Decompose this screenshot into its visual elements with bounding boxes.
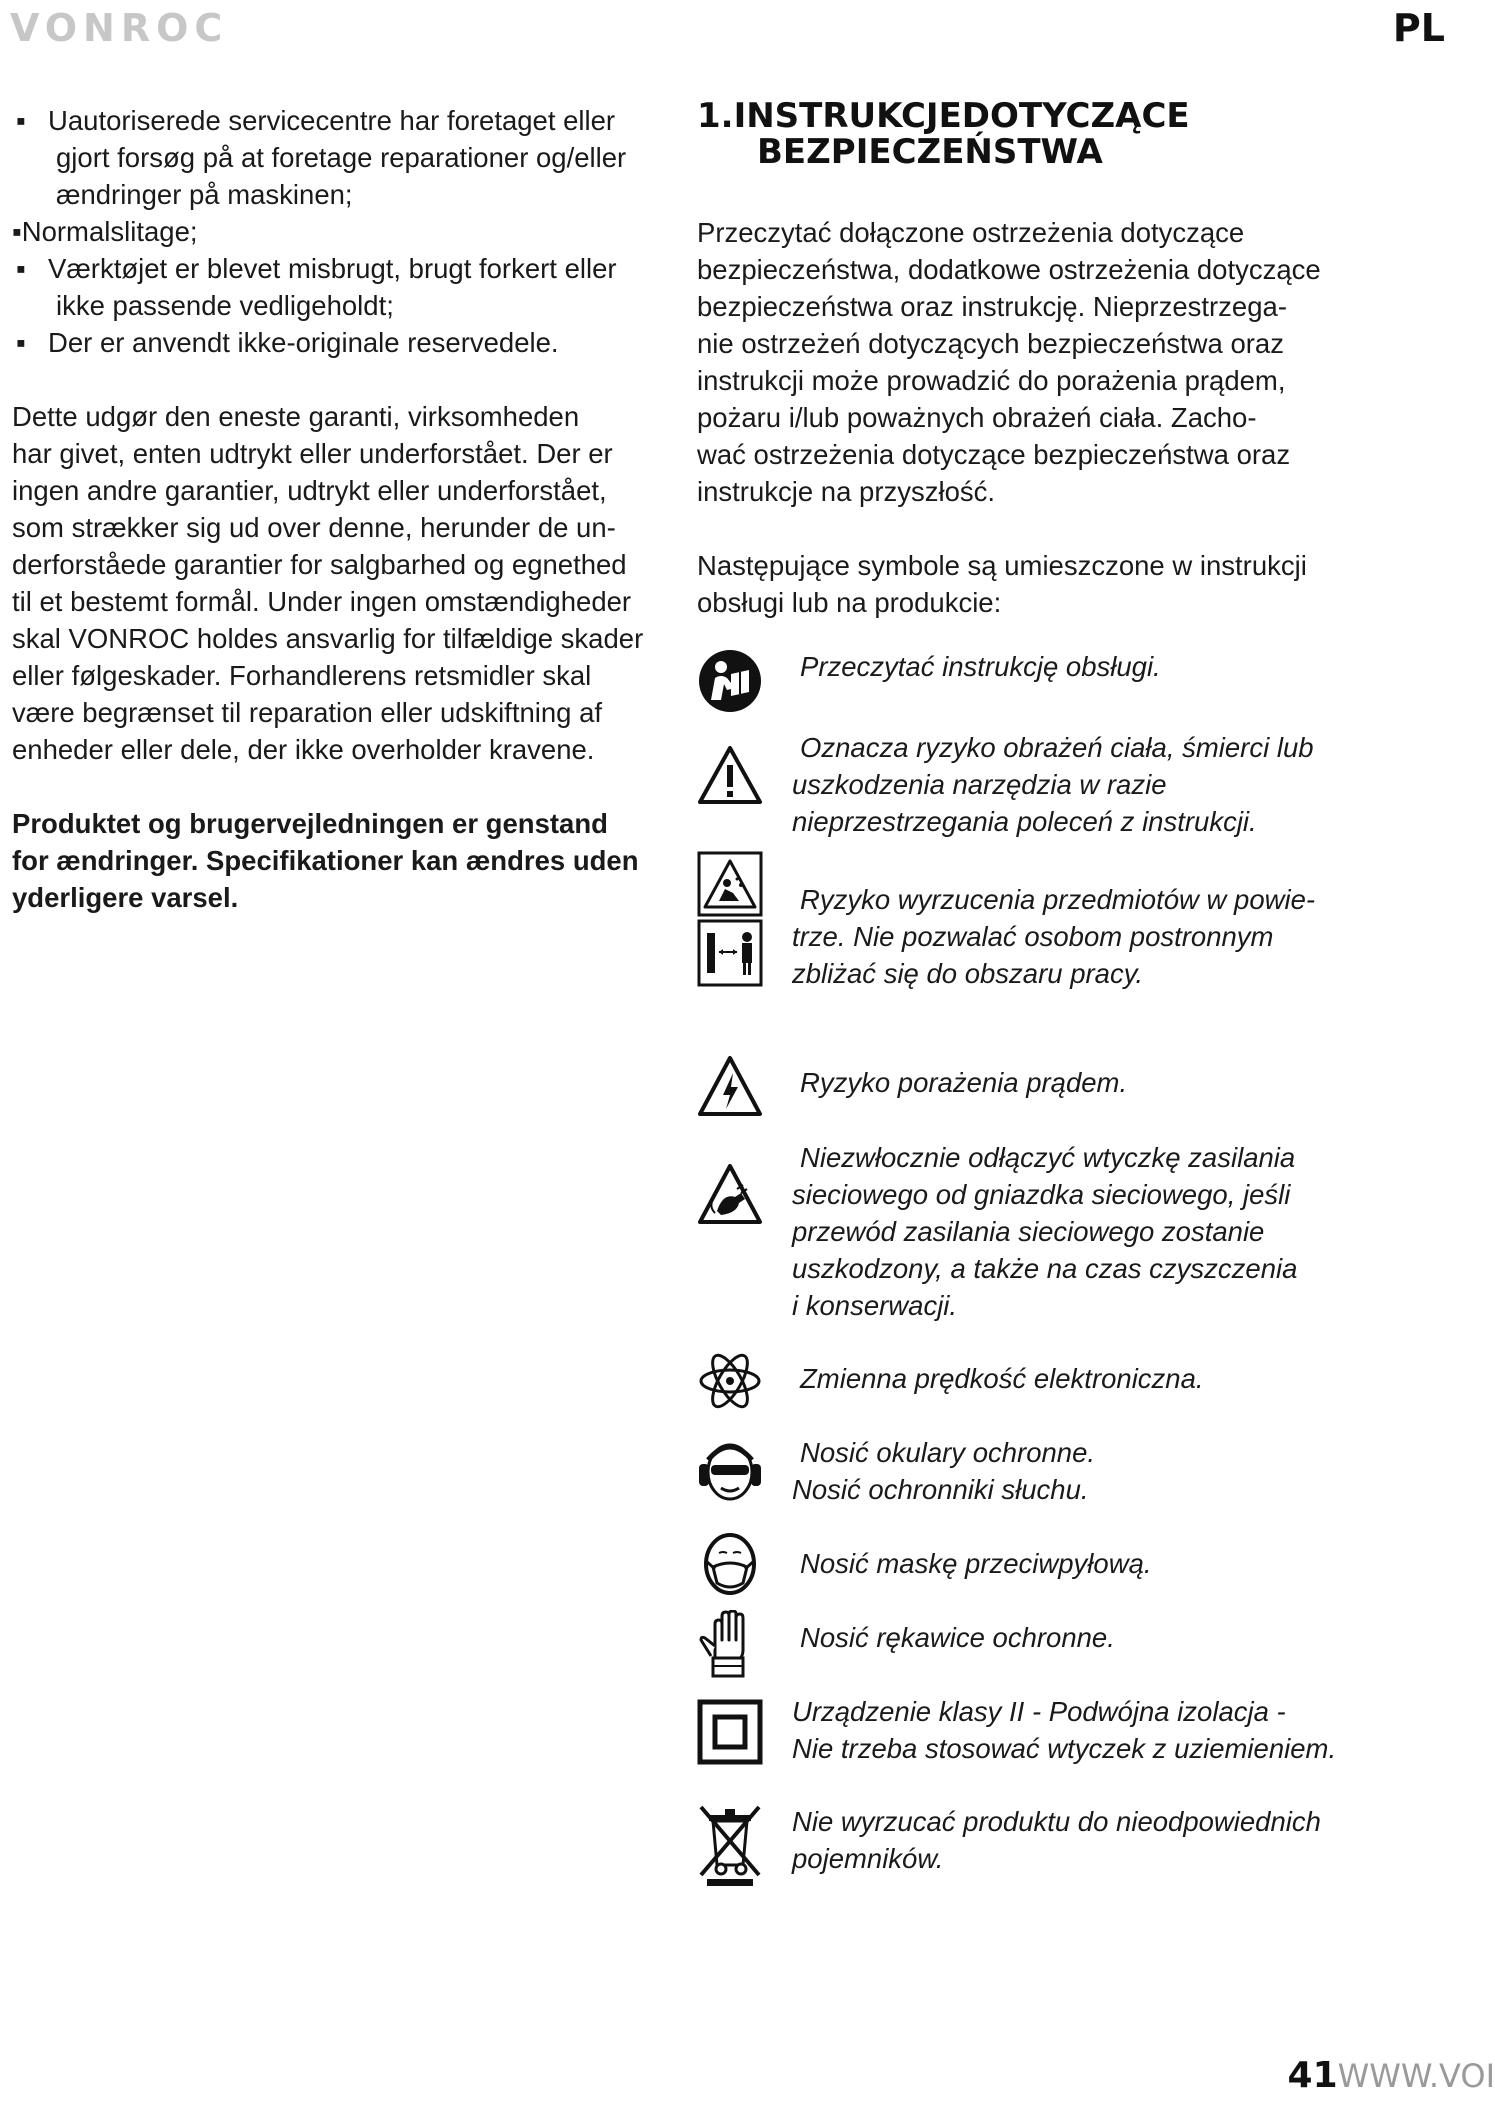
symbols-intro: Następujące symbole są umieszczone w instrukcji obsługi lub na produkcie:: [697, 550, 1307, 618]
page-footer: [1288, 2055, 1495, 2096]
weee-bin-icon: [697, 1803, 763, 1892]
read-manual-icon: [697, 648, 763, 719]
bullet: ▪: [12, 216, 22, 247]
list-item-text: ændringer på maskinen;: [56, 179, 353, 210]
flying-objects-icon: [697, 851, 763, 992]
list-item-text: gjort forsøg på at foretage reparationer og/eller: [56, 142, 627, 173]
bullet: ▪: [16, 327, 26, 358]
page-number: 41: [1287, 2055, 1338, 2096]
warranty-exclusions-list: [12, 102, 674, 361]
goggles-earmuffs-icon: [697, 1438, 763, 1509]
bullet: ▪: [16, 105, 26, 136]
bullet: ▪: [16, 253, 26, 284]
warning-triangle-icon: [697, 745, 763, 810]
list-item: [12, 213, 674, 250]
safety-intro: Przeczytać dołączone ostrzeżenia dotyczące bezpieczeństwa, dodatkowe ostrzeżenia dotyczące bezpieczeństwa oraz instrukcję. Nieprzestrzega- nie ostrzeżeń dotyczących bezpieczeństwa oraz instrukcji może prowadzić do porażenia prądem, pożaru i/lub poważnych obrażeń ciała. Zacho- wać ostrzeżenia dotyczące bezpieczeństwa oraz instrukcje na przyszłość.: [697, 217, 1321, 507]
list-item-text: Uautoriserede servicecentre har foretaget eller: [48, 105, 616, 136]
brand-logo: VONROC: [10, 6, 229, 50]
list-item-text: ikke passende vedligeholdt;: [56, 290, 394, 321]
section-title: 1.INSTRUKCJEDOTYCZĄCE BEZPIECZEŃSTWA: [697, 96, 1190, 172]
electric-shock-icon: [697, 1055, 763, 1122]
gloves-icon: [697, 1610, 763, 1683]
list-item: [12, 250, 674, 324]
list-item: [12, 324, 674, 361]
dust-mask-icon: [697, 1531, 763, 1602]
left-column: [12, 102, 674, 916]
class-ii-icon: [697, 1699, 763, 1770]
unplug-icon: [697, 1163, 763, 1230]
list-item: [12, 102, 674, 213]
website-link[interactable]: WWW.VOI: [1337, 2057, 1495, 2095]
right-column: [697, 98, 1357, 621]
change-notice: Produktet og brugervejledningen er genstand for ændringer. Specifikationer kan ændres uden yderligere varsel.: [12, 808, 639, 913]
electronic-speed-icon: [697, 1350, 763, 1417]
list-item-text: Værktøjet er blevet misbrugt, brugt forkert eller: [48, 253, 617, 284]
language-code: PL: [1392, 6, 1445, 50]
list-item-text: Normalslitage;: [21, 216, 198, 247]
list-item-text: Der er anvendt ikke-originale reservedele.: [48, 327, 559, 358]
warranty-paragraph: Dette udgør den eneste garanti, virksomheden har givet, enten udtrykt eller underforstået. Der er ingen andre garantier, udtrykt eller underforstået, som strækker sig ud over denne, herunder de un- derforståede garantier for salgbarhed og egnethed til et bestemt formål. Under ingen omstændigheder skal VONROC holdes ansvarlig for tilfældige skader eller følgeskader. Forhandlerens retsmidler skal være begrænset til reparation eller udskiftning af enheder eller dele, der ikke overholder kravene.: [12, 401, 644, 765]
